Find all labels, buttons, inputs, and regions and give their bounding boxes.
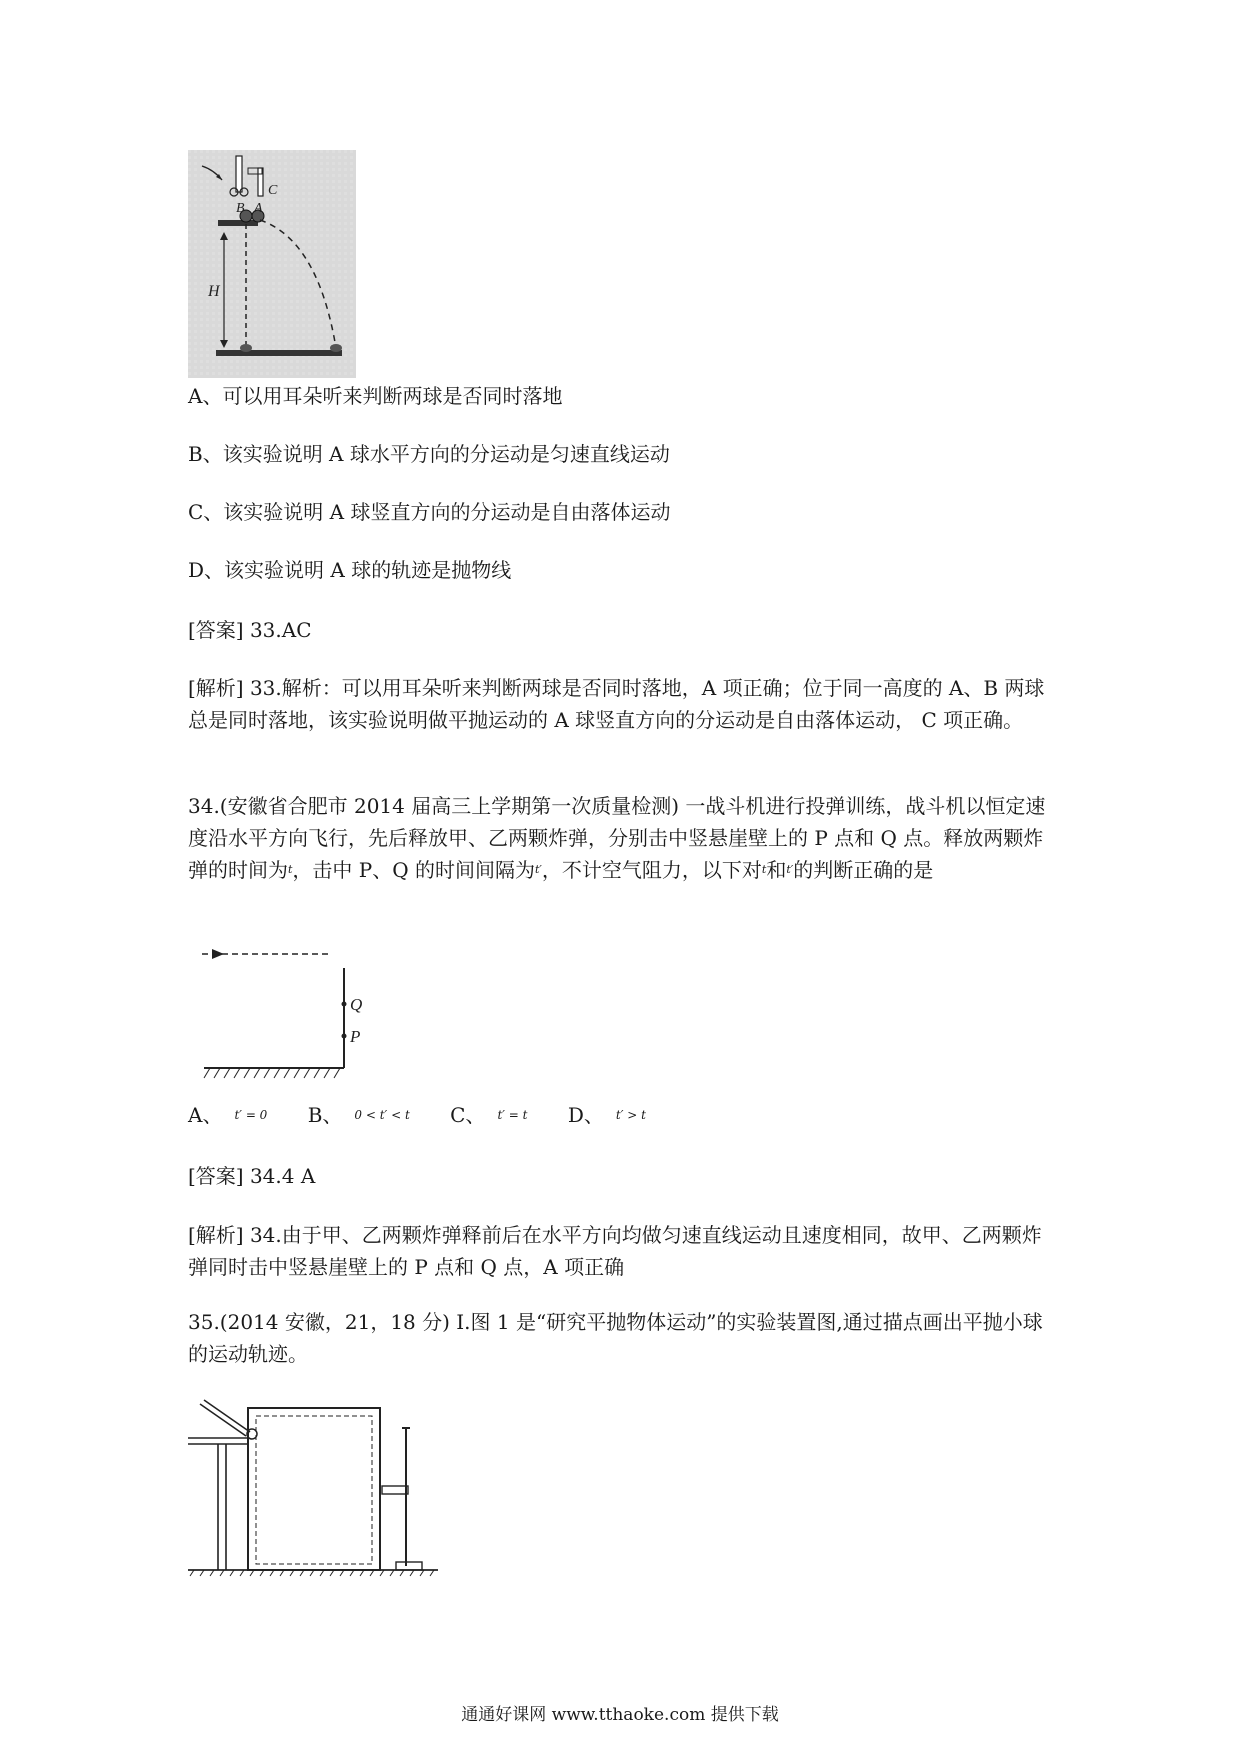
- q33-analysis: [解析] 33.解析：可以用耳朵听来判断两球是否同时落地，A 项正确；位于同一高度的 A、B 两球总是同时落地，该实验说明做平抛运动的 A 球竖直方向的分运动是自由落体运动， C 项正确。: [188, 676, 1045, 732]
- q34-options: [188, 1099, 680, 1131]
- q33-option-a: A、可以用耳朵听来判断两球是否同时落地: [188, 384, 563, 408]
- q34-option-c-formula: t′ = t: [497, 1108, 528, 1122]
- q35-apparatus-drawing: [188, 1398, 438, 1578]
- q33-apparatus-drawing: [188, 150, 356, 378]
- q33-answer: [答案] 33.AC: [188, 618, 312, 642]
- q34-cliff-drawing: [200, 940, 380, 1090]
- q34-stem-part4: 和: [766, 858, 787, 882]
- figure-q35-apparatus: [188, 1398, 438, 1578]
- q34-option-d-label: D、: [567, 1103, 604, 1127]
- q34-option-a-label: A、: [188, 1103, 223, 1127]
- q34-symbol-t: t: [288, 863, 293, 876]
- q34-stem-part5: 的判断正确的是: [793, 858, 934, 882]
- figure-q33-apparatus: [188, 150, 356, 378]
- q34-option-b-label: B、: [307, 1103, 343, 1127]
- q34-option-b-formula: 0 < t′ < t: [354, 1108, 410, 1122]
- page-footer: 通通好课网 www.tthaoke.com 提供下载: [461, 1705, 779, 1725]
- q34-option-c-label: C、: [450, 1103, 486, 1127]
- label-a: A: [254, 201, 263, 216]
- label-h: H: [208, 283, 220, 300]
- q34-stem: [188, 790, 1058, 886]
- q33-option-b: B、该实验说明 A 球水平方向的分运动是匀速直线运动: [188, 442, 670, 466]
- q33-option-d: D、该实验说明 A 球的轨迹是抛物线: [188, 558, 512, 582]
- q34-stem-part2: ，击中 P、Q 的时间间隔为: [292, 858, 535, 882]
- q34-answer: [答案] 34.4 A: [188, 1164, 316, 1188]
- label-p: P: [350, 1027, 361, 1046]
- q34-option-d-formula: t′ > t: [615, 1108, 646, 1122]
- q34-symbol-t-prime: t′: [535, 863, 542, 876]
- q34-symbol-t-prime-2: t′: [786, 863, 794, 876]
- q34-symbol-t-2: t: [761, 863, 767, 876]
- q34-option-a-formula: t′ = 0: [234, 1108, 268, 1122]
- q34-stem-part1: 34.(安徽省合肥市 2014 届高三上学期第一次质量检测) 一战斗机进行投弹训练，战斗机以恒定速度沿水平方向飞行，先后释放甲、乙两颗炸弹，分别击中竖悬崖壁上的 P 点和 Q 点。释放两颗炸弹的时间为: [188, 794, 1046, 882]
- figure-q34-cliff: [200, 940, 380, 1090]
- q34-analysis: [解析] 34.由于甲、乙两颗炸弹释前后在水平方向均做匀速直线运动且速度相同，故甲、乙两颗炸弹同时击中竖悬崖壁上的 P 点和 Q 点，A 项正确: [188, 1223, 1042, 1279]
- label-c: C: [268, 183, 278, 198]
- label-q: Q: [350, 995, 363, 1014]
- q35-stem: 35.(2014 安徽，21，18 分) Ⅰ.图 1 是“研究平抛物体运动”的实验装置图,通过描点画出平抛小球的运动轨迹。: [188, 1310, 1043, 1366]
- label-b: B: [236, 201, 245, 216]
- q33-option-c: C、该实验说明 A 球竖直方向的分运动是自由落体运动: [188, 500, 671, 524]
- q34-stem-part3: ，不计空气阻力，以下对: [541, 858, 762, 882]
